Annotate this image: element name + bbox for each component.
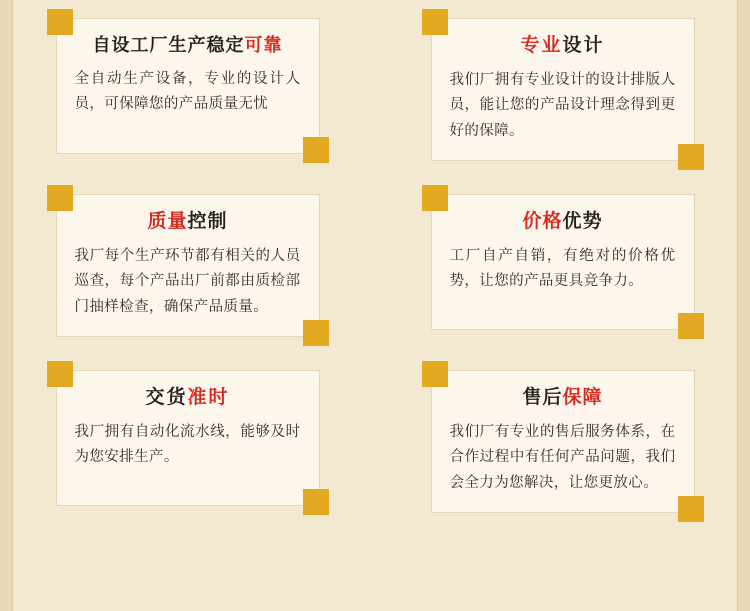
card-title [450, 35, 676, 58]
corner-accent-icon [303, 137, 329, 163]
corner-accent-icon [422, 9, 448, 35]
card-title-part: 交货 [145, 387, 188, 408]
corner-accent-icon [422, 185, 448, 211]
advantage-cell [375, 370, 750, 546]
card-title-highlight: 质量 [147, 211, 188, 232]
card-body: 我们厂拥有专业设计的设计排版人员，能让您的产品设计理念得到更好的保障。 [449, 71, 676, 139]
card-body: 我厂拥有自动化流水线，能够及时为您安排生产。 [74, 423, 301, 466]
corner-accent-icon [678, 144, 704, 170]
corner-accent-icon [678, 313, 704, 339]
corner-accent-icon [422, 361, 448, 387]
advantage-card [56, 370, 320, 506]
card-title-part: 控制 [187, 211, 228, 232]
card-body: 我们厂有专业的售后服务体系，在合作过程中有任何产品问题，我们会全力为您解决，让您更放心。 [449, 423, 676, 491]
corner-accent-icon [303, 320, 329, 346]
corner-accent-icon [678, 496, 704, 522]
card-title-highlight: 保障 [562, 387, 603, 408]
card-title-highlight: 价格 [522, 211, 563, 232]
card-title [75, 211, 301, 234]
card-title-highlight: 可靠 [244, 35, 283, 55]
card-title [450, 387, 676, 410]
card-body: 全自动生产设备，专业的设计人员，可保障您的产品质量无忧 [74, 70, 301, 112]
card-title-part: 售后 [522, 387, 563, 408]
advantage-cell [0, 194, 375, 370]
card-title-part: 优势 [562, 211, 603, 232]
card-title-part: 自设工厂生产稳定 [92, 35, 245, 55]
advantage-card [431, 370, 695, 513]
card-title-highlight: 准时 [187, 387, 230, 408]
advantage-cell [375, 18, 750, 194]
card-title-highlight: 专业 [520, 35, 563, 56]
advantage-cell [0, 370, 375, 546]
card-title [450, 211, 676, 234]
advantage-card [431, 18, 695, 161]
card-title [75, 387, 301, 410]
card-title-part: 设计 [562, 35, 605, 56]
corner-accent-icon [47, 361, 73, 387]
advantage-card [56, 18, 320, 154]
card-body: 工厂自产自销，有绝对的价格优势，让您的产品更具竞争力。 [449, 247, 676, 290]
advantage-cell [0, 18, 375, 194]
advantage-card [56, 194, 320, 337]
corner-accent-icon [303, 489, 329, 515]
advantage-card [431, 194, 695, 330]
advantage-cell [375, 194, 750, 370]
corner-accent-icon [47, 185, 73, 211]
card-body: 我厂每个生产环节都有相关的人员巡查，每个产品出厂前都由质检部门抽样检查，确保产品质量。 [74, 247, 301, 315]
corner-accent-icon [47, 9, 73, 35]
card-title [75, 35, 301, 57]
